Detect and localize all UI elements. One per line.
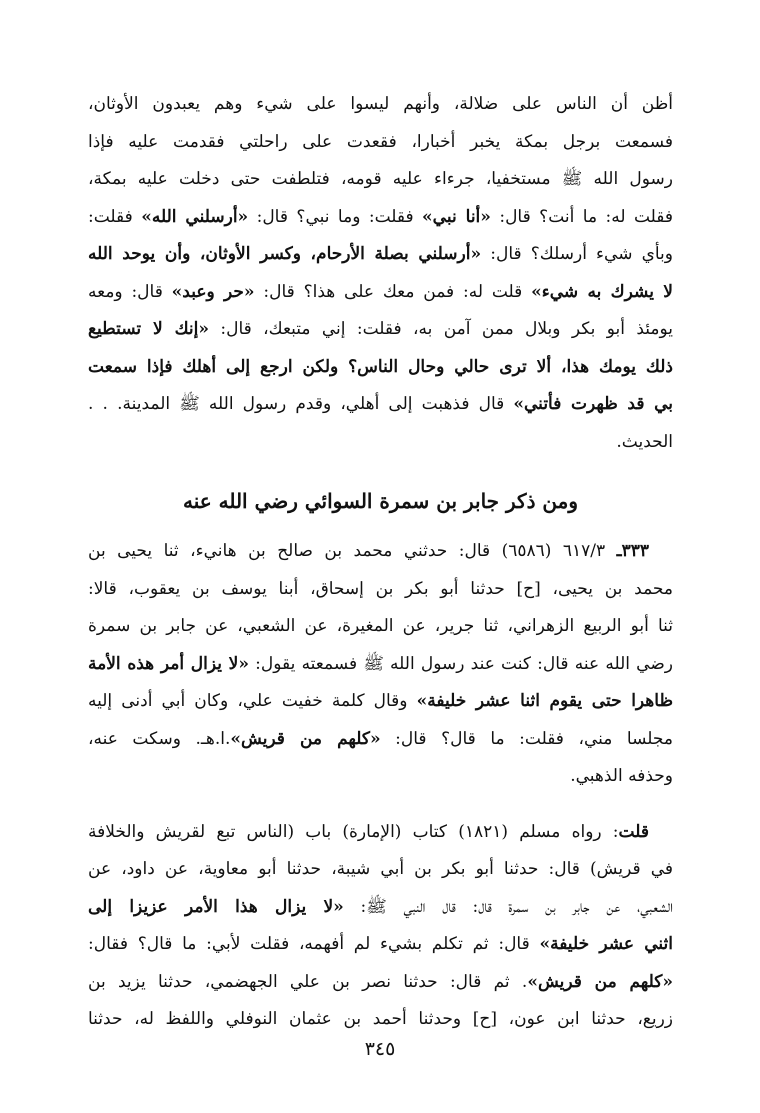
text-line [88, 199, 673, 237]
quote-run: لا يشرك به شيء» [531, 281, 673, 302]
author-comment [88, 814, 673, 1039]
hadith-333 [88, 533, 673, 796]
text-line: زريع، حدثنا ابن عون، [ح] وحدثنا أحمد بن عثمان النوفلي واللفظ له، حدثنا [88, 1009, 673, 1029]
text-run: ٦١٧/٣ (٦٥٨٦) قال: حدثني محمد بن صالح بن هانيء، ثنا يحيى بن [88, 541, 617, 561]
quote-run: اثني عشر خليفة» [539, 934, 673, 954]
text-line: وحذفه الذهبي. [570, 766, 673, 786]
text-run: رضي الله عنه قال: كنت عند رسول الله ﷺ فسمعته يقول: [248, 653, 673, 674]
text-run: فقلت له: ما أنت؟ قال: [490, 206, 673, 227]
text-run: فقلت: [88, 206, 142, 227]
text-run: فقلت: وما نبي؟ قال: [248, 206, 423, 227]
paragraph-gap [88, 796, 673, 814]
quote-run: «كلهم من قريش» [230, 728, 381, 749]
text-run: يومئذ أبو بكر وبلال ممن آمن به، فقلت: إني متبعك، قال: [209, 319, 673, 339]
text-line: في قريش) قال: حدثنا أبو بكر بن أبي شيبة، حدثنا أبو معاوية، عن داود، عن [88, 859, 673, 879]
text-line [88, 274, 673, 312]
paragraph-1 [88, 86, 673, 461]
text-line [88, 814, 673, 852]
page-number: ٣٤٥ [364, 1038, 396, 1060]
text-run: قال: ومعه [88, 281, 172, 302]
quote-run: «كلهم من قريش» [527, 971, 673, 992]
page-body [88, 86, 673, 1039]
quote-run: ظاهرا حتى يقوم اثنا عشر خليفة» [416, 691, 673, 711]
quote-run: «حر وعبد» [171, 281, 255, 302]
section-heading: ومن ذكر جابر بن سمرة السوائي رضي الله عنه [182, 489, 579, 513]
text-run: قال فذهبت إلى أهلي، وقدم رسول الله ﷺ المدينة. . . [88, 394, 514, 414]
text-line [88, 386, 673, 424]
text-run: قال: ثم تكلم بشيء لم أفهمه، فقلت لأبي: ما قال؟ فقال: [88, 934, 540, 954]
text-line: فسمعت برجل بمكة يخبر أخبارا، فقعدت على راحلتي فقدمت عليه فإذا [88, 131, 673, 152]
text-run: مجلسا مني، فقلت: ما قال؟ قال: [380, 728, 673, 749]
text-line: أظن أن الناس على ضلالة، وأنهم ليسوا على شيء وهم يعبدون الأوثان، [88, 94, 673, 114]
quote-run: «أنا نبي» [422, 206, 491, 227]
text-line: ثنا أبو الربيع الزهراني، ثنا جرير، عن المغيرة، عن الشعبي، عن جابر بن سمرة [88, 616, 673, 636]
text-line [88, 889, 673, 927]
text-line [88, 926, 673, 964]
quote-run: «أرسلني بصلة الأرحام، وكسر الأوثان، وأن يوحد الله [88, 244, 482, 264]
quote-run: «لا يزال أمر هذه الأمة [88, 653, 249, 674]
hadith-number: ٣٣٣ـ [616, 541, 649, 561]
quote-run: بي قد ظهرت فأتني» [513, 394, 673, 414]
text-run: الشعبي، عن جابر بن سمرة قال: قال النبي ﷺ: [343, 896, 673, 917]
text-run: : رواه مسلم (١٨٢١) كتاب (الإمارة) باب (الناس تبع لقريش والخلافة [88, 821, 619, 842]
quote-run: «لا يزال هذا الأمر عزيزا إلى [88, 896, 344, 917]
text-line [88, 721, 673, 759]
text-run: قلت له: فمن معك على هذا؟ قال: [254, 281, 532, 302]
text-run: وبأي شيء أرسلك؟ قال: [481, 244, 673, 264]
text-line [88, 964, 673, 1002]
text-run: وقال كلمة خفيت علي، وكان أبي أدنى إليه [88, 691, 417, 711]
text-line: ذلك يومك هذا، ألا ترى حالي وحال الناس؟ ولكن ارجع إلى أهلك فإذا سمعت [88, 356, 673, 377]
text-line: رسول الله ﷺ مستخفيا، جرءاء عليه قومه، فتلطفت حتى دخلت عليه بمكة، [88, 169, 673, 189]
quote-run: «إنك لا تستطيع [88, 319, 210, 339]
text-line [88, 236, 673, 274]
comment-label: قلت [618, 821, 649, 842]
text-run: .ا.هـ. وسكت عنه، [88, 728, 231, 749]
text-line [88, 533, 673, 571]
text-line [88, 311, 673, 349]
text-line: الحديث. [616, 431, 673, 452]
text-line [88, 646, 673, 684]
text-run: . ثم قال: حدثنا نصر بن علي الجهضمي، حدثنا يزيد بن [88, 971, 528, 992]
text-line [88, 683, 673, 721]
quote-run: «أرسلني الله» [141, 206, 249, 227]
text-line: محمد بن يحيى، [ح] حدثنا أبو بكر بن إسحاق، أبنا يوسف بن يعقوب، قالا: [88, 578, 673, 599]
